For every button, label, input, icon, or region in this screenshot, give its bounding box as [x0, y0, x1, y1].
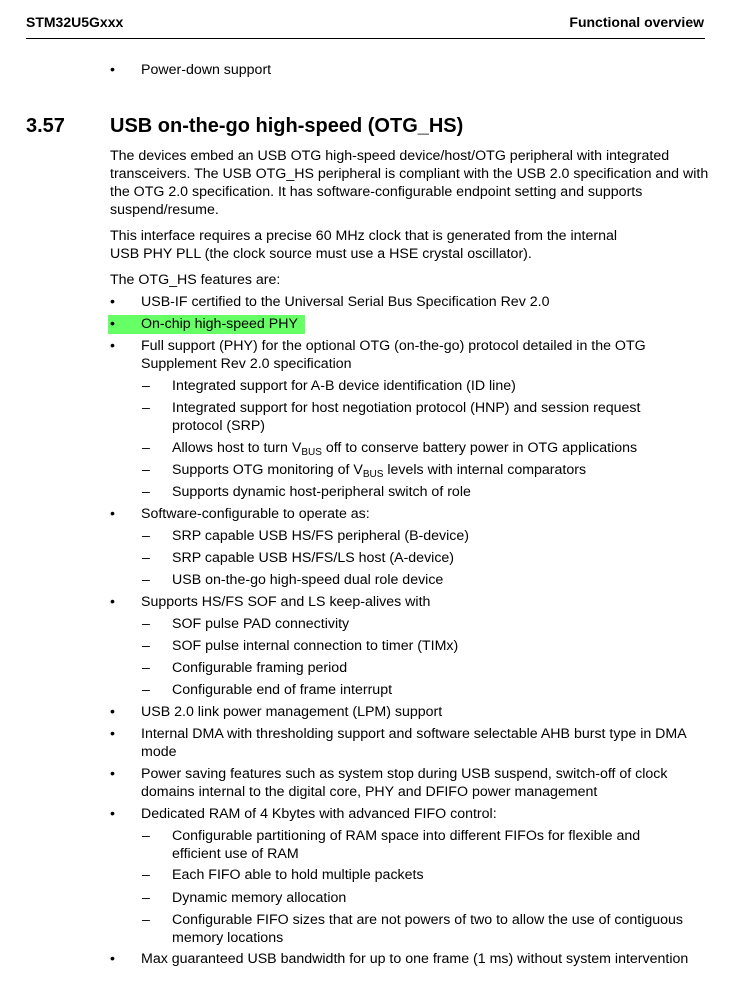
- list-item: [110, 765, 705, 801]
- bullet-icon: •: [110, 338, 115, 354]
- text-after-vbus: off to conserve battery power in OTG applications: [325, 440, 638, 456]
- document-id: STM32U5Gxxx: [26, 14, 124, 30]
- sub-list-item: [142, 439, 707, 457]
- list-item-text: USB-IF certified to the Universal Serial Bus Specification Rev 2.0: [141, 294, 550, 310]
- text-before-vbus: Supports OTG monitoring of: [172, 462, 350, 478]
- list-item: [110, 725, 705, 761]
- dash-icon: –: [142, 550, 150, 566]
- dash-icon: –: [142, 462, 150, 478]
- clock-paragraph: This interface requires a precise 60 MHz clock that is generated from the internal USB PHY PLL (the clock source must use a HSE crystal oscillator).: [110, 228, 618, 262]
- list-item-text: Integrated support for host negotiation protocol (HNP) and session request protocol (SRP): [172, 400, 641, 434]
- sub-list-item: [142, 377, 707, 395]
- dash-icon: –: [142, 572, 150, 588]
- dash-icon: –: [142, 528, 150, 544]
- dash-icon: –: [142, 484, 150, 500]
- list-item: [110, 337, 705, 373]
- bullet-icon: •: [110, 951, 115, 967]
- bullet-icon: •: [110, 766, 115, 782]
- dash-icon: –: [142, 616, 150, 632]
- dash-icon: –: [142, 867, 150, 883]
- sub-list-item: [142, 659, 707, 677]
- text-after-vbus: levels with internal comparators: [387, 462, 587, 478]
- bullet-icon: •: [110, 294, 115, 310]
- dash-icon: –: [142, 912, 150, 928]
- dash-icon: –: [142, 682, 150, 698]
- bullet-icon: •: [110, 62, 115, 78]
- list-item: [110, 950, 705, 968]
- list-item-text: USB 2.0 link power management (LPM) support: [141, 704, 443, 720]
- bullet-icon: •: [110, 594, 115, 610]
- list-item: [110, 805, 705, 823]
- dash-icon: –: [142, 638, 150, 654]
- dash-icon: –: [142, 828, 150, 844]
- dash-icon: –: [142, 400, 150, 416]
- list-item-text: SRP capable USB HS/FS peripheral (B-device): [172, 528, 470, 544]
- list-item-text: SRP capable USB HS/FS/LS host (A-device): [172, 550, 455, 566]
- list-item-text: Power-down support: [141, 62, 272, 78]
- sub-list-item: [142, 681, 707, 699]
- list-item-text: SOF pulse PAD connectivity: [172, 616, 350, 632]
- list-item-text: Integrated support for A-B device identification (ID line): [172, 378, 516, 394]
- vbus-symbol: $V_{BUS}$: [291, 440, 322, 458]
- bullet-icon: •: [110, 806, 115, 822]
- sub-list-item: [142, 866, 707, 884]
- features-intro: The OTG_HS features are:: [110, 272, 281, 288]
- header-divider: [26, 38, 705, 39]
- sub-list-item: [142, 399, 707, 435]
- list-item-text: Software-configurable to operate as:: [141, 506, 370, 522]
- list-item-text: Configurable partitioning of RAM space into different FIFOs for flexible and efficient use of RAM: [172, 828, 641, 862]
- list-item-text: Power saving features such as system stop during USB suspend, switch-off of clock domains internal to the digital core, PHY and DFIFO power management: [141, 766, 668, 800]
- list-item-text: Full support (PHY) for the optional OTG (on-the-go) protocol detailed in the OTG Supplement Rev 2.0 specification: [141, 338, 646, 372]
- header-section-name: Functional overview: [569, 14, 704, 30]
- bullet-icon: •: [110, 704, 115, 720]
- dash-icon: –: [142, 440, 150, 456]
- sub-list-item: [142, 827, 707, 863]
- list-item: [110, 703, 705, 721]
- section-number: 3.57: [26, 115, 65, 137]
- list-item-text: Dynamic memory allocation: [172, 890, 347, 906]
- list-item-text: USB on-the-go high-speed dual role device: [172, 572, 444, 588]
- dash-icon: –: [142, 660, 150, 676]
- list-item-text: On-chip high-speed PHY: [141, 316, 298, 332]
- list-item-text: Configurable end of frame interrupt: [172, 682, 393, 698]
- list-item: [110, 593, 705, 611]
- bullet-icon: •: [110, 316, 115, 332]
- sub-list-item: [142, 461, 707, 479]
- sub-list-item: [142, 549, 707, 567]
- text-before-vbus: Allows host to turn: [172, 440, 288, 456]
- sub-list-item: [142, 637, 707, 655]
- list-item-text: Configurable FIFO sizes that are not powers of two to allow the use of contiguous memory locations: [172, 912, 684, 946]
- dash-icon: –: [142, 378, 150, 394]
- list-item: [110, 293, 705, 311]
- bullet-icon: •: [110, 726, 115, 742]
- list-item-text: [172, 439, 707, 457]
- sub-list-item: [142, 911, 707, 947]
- list-item-text: Supports dynamic host-peripheral switch of role: [172, 484, 471, 500]
- list-item-text: Each FIFO able to hold multiple packets: [172, 867, 424, 883]
- sub-list-item: [142, 615, 707, 633]
- sub-list-item: [142, 483, 707, 501]
- vbus-symbol: $V_{BUS}$: [353, 462, 384, 480]
- list-item: [110, 505, 705, 523]
- bullet-icon: •: [110, 506, 115, 522]
- list-item-text: Supports HS/FS SOF and LS keep-alives with: [141, 594, 431, 610]
- list-item: [110, 315, 705, 333]
- dash-icon: –: [142, 890, 150, 906]
- list-item-text: Dedicated RAM of 4 Kbytes with advanced FIFO control:: [141, 806, 497, 822]
- list-item-text: SOF pulse internal connection to timer (TIMx): [172, 638, 459, 654]
- list-item-text: [172, 461, 707, 479]
- section-title: USB on-the-go high-speed (OTG_HS): [110, 115, 464, 137]
- list-item: [110, 61, 705, 79]
- sub-list-item: [142, 527, 707, 545]
- list-item-text: Max guaranteed USB bandwidth for up to one frame (1 ms) without system intervention: [141, 951, 689, 967]
- list-item-text: Configurable framing period: [172, 660, 348, 676]
- intro-paragraph: The devices embed an USB OTG high-speed device/host/OTG peripheral with integrated transceivers. The USB OTG_HS peripheral is compliant with the USB 2.0 specification and with the OTG 2.0 specification. It has software-configurable endpoint setting and supports suspend/resume.: [110, 148, 709, 218]
- list-item-text: Internal DMA with thresholding support and software selectable AHB burst type in DMA mode: [141, 726, 686, 760]
- sub-list-item: [142, 889, 707, 907]
- sub-list-item: [142, 571, 707, 589]
